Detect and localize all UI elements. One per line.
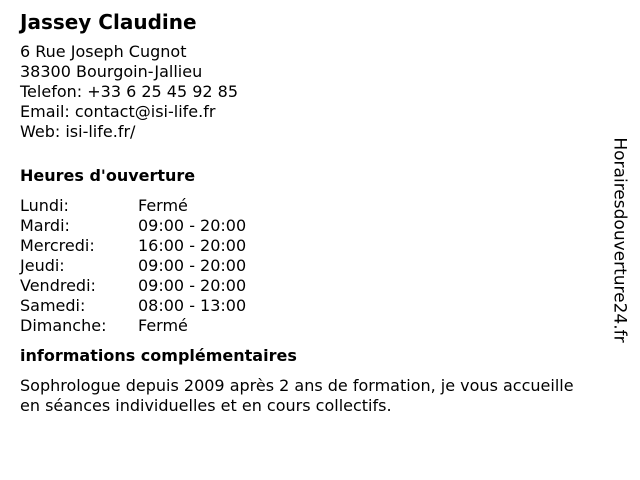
business-card [20,10,615,416]
phone-line: Telefon: +33 6 25 45 92 85 [20,82,239,101]
hours-row-thursday [20,256,246,276]
hours-row-tuesday [20,216,246,236]
hours-time: Fermé [138,316,188,335]
hours-row-friday [20,276,246,296]
address-block [20,42,615,142]
hours-day: Dimanche: [20,316,107,335]
info-title: informations complémentaires [20,346,297,365]
address-street: 6 Rue Joseph Cugnot [20,42,187,61]
hours-day: Lundi: [20,196,69,215]
hours-table [20,196,246,336]
email-line: Email: contact@isi-life.fr [20,102,216,121]
site-watermark [605,135,635,345]
watermark-text: Horairesdouverture24.fr [610,137,630,343]
web-line: Web: isi-life.fr/ [20,122,136,141]
hours-time: 09:00 - 20:00 [138,256,247,275]
hours-row-sunday [20,316,246,336]
hours-time: 16:00 - 20:00 [138,236,247,255]
address-city: 38300 Bourgoin-Jallieu [20,62,203,81]
info-description-line: en séances individuelles et en cours collectifs. [20,396,392,415]
hours-title: Heures d'ouverture [20,166,196,185]
hours-day: Samedi: [20,296,86,315]
hours-row-monday [20,196,246,216]
info-description [20,376,615,416]
hours-day: Jeudi: [20,256,65,275]
info-description-line: Sophrologue depuis 2009 après 2 ans de formation, je vous accueille [20,376,574,395]
hours-time: 09:00 - 20:00 [138,216,247,235]
hours-day: Mardi: [20,216,70,235]
business-name: Jassey Claudine [20,10,197,34]
hours-time: Fermé [138,196,188,215]
hours-row-saturday [20,296,246,316]
hours-time: 09:00 - 20:00 [138,276,247,295]
hours-time: 08:00 - 13:00 [138,296,247,315]
hours-day: Mercredi: [20,236,95,255]
hours-day: Vendredi: [20,276,96,295]
hours-row-wednesday [20,236,246,256]
